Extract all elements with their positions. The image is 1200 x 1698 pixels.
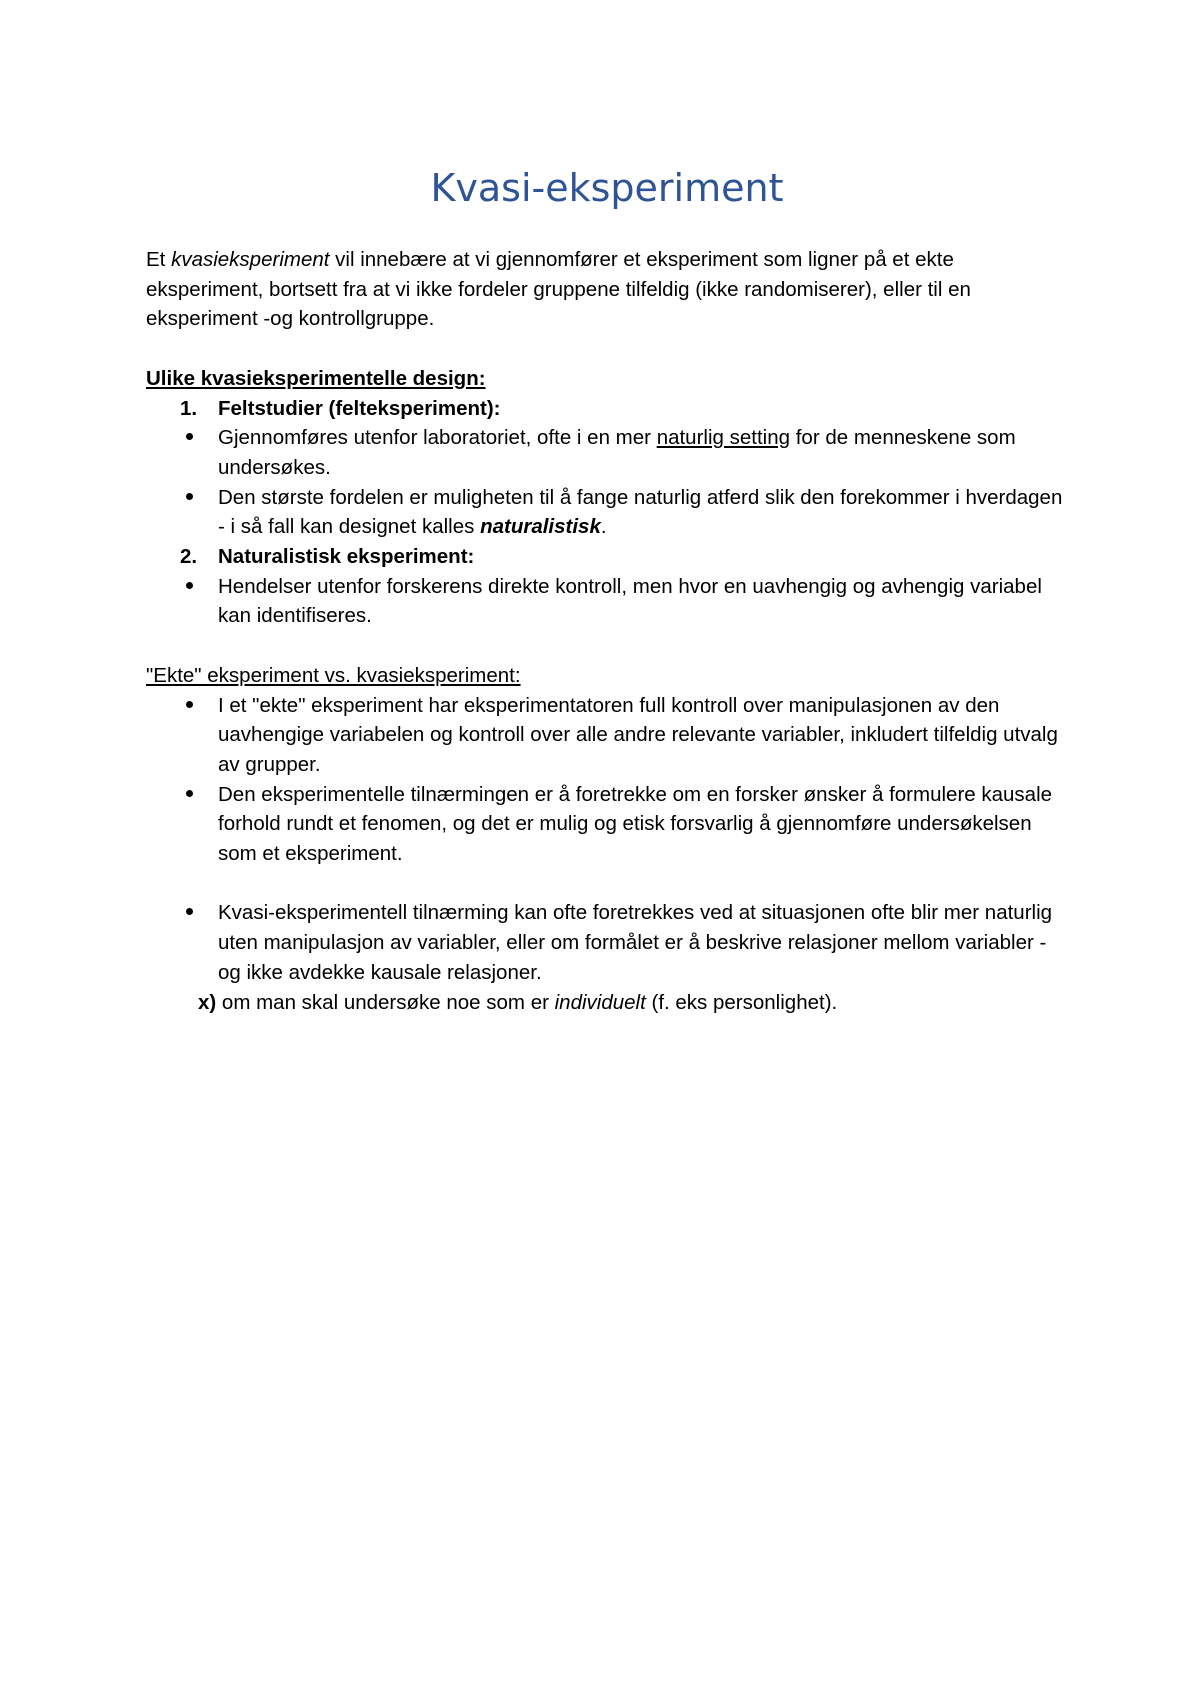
bullet-item [146, 572, 1066, 631]
list-item-1 [146, 394, 1066, 424]
bullet-item [146, 691, 1066, 780]
bullet-item [146, 780, 1066, 869]
bullet-text-start: Den største fordelen er muligheten til å fange naturlig atferd slik den forekommer i hverdagen - i så fall kan designet kalles [218, 485, 1063, 539]
bullet-text-rest: . [600, 515, 607, 539]
list-item-2 [146, 542, 1066, 572]
blank-line [146, 334, 1066, 364]
x-item-text-rest: (f. eks personlighet). [645, 990, 838, 1014]
x-marker: x) [198, 990, 217, 1014]
bullet-text-rest: for de menneskene som undersøkes. [218, 426, 1016, 479]
blank-line [146, 631, 1066, 661]
x-item-text-start: om man skal undersøke noe som er [216, 990, 555, 1014]
list-number-1: 1. [180, 396, 198, 420]
bullet-icon [186, 908, 193, 915]
intro-paragraph [146, 245, 1066, 334]
list-item-1-label: Feltstudier (felteksperiment): [218, 396, 501, 420]
list-item-2-label: Naturalistisk eksperiment: [218, 545, 475, 569]
bullet-item [146, 483, 1066, 542]
bullet-item [146, 898, 1066, 987]
intro-text-start: Et [146, 248, 172, 271]
bullet-item [146, 423, 1066, 482]
bullet-text: Den eksperimentelle tilnærmingen er å foretrekke om en forsker ønsker å formulere kausale forhold rundt et fenomen, og det er mulig og etisk forsvarlig å gjennomføre undersøkelsen som et eksperiment. [218, 782, 1053, 866]
bullet-icon [186, 582, 193, 589]
bullet-text-start: Gjennomføres utenfor laboratoriet, ofte i en mer [218, 426, 657, 450]
intro-text-rest: vil innebære at vi gjennomfører et eksperiment som ligner på et ekte eksperiment, bortsett fra at vi ikke fordeler gruppene tilfeldig (ikke randomiserer), eller til en eksperiment -og kontrollgruppe. [146, 248, 971, 331]
blank-line [146, 869, 1066, 899]
x-item [146, 988, 1066, 1018]
bullet-underlined-term: naturlig setting [656, 426, 791, 450]
section2-heading: "Ekte" eksperiment vs. kvasieksperiment: [146, 663, 521, 687]
bullet-icon [186, 790, 193, 797]
list-number-2: 2. [180, 545, 198, 569]
bullet-text: I et "ekte" eksperiment har eksperimentatoren full kontroll over manipulasjonen av den uavhengige variabelen og kontroll over alle andre relevante variabler, inkludert tilfeldig utvalg av grupper. [218, 693, 1058, 776]
document-body [146, 245, 1066, 1017]
x-item-italic-term: individuelt [554, 990, 646, 1014]
bullet-icon [186, 433, 193, 440]
bullet-text: Kvasi-eksperimentell tilnærming kan ofte foretrekkes ved at situasjonen ofte blir mer naturlig uten manipulasjon av variabler, eller om formålet er å beskrive relasjoner mellom variabler - og ikke avdekke kausale relasjoner. [218, 901, 1053, 984]
section1-heading: Ulike kvasieksperimentelle design: [146, 366, 486, 390]
bullet-text: Hendelser utenfor forskerens direkte kontroll, men hvor en uavhengig og avhengig variabel kan identifiseres. [218, 574, 1042, 628]
bullet-icon [186, 701, 193, 708]
bullet-icon [186, 493, 193, 500]
bullet-bold-italic-term: naturalistisk [480, 515, 601, 539]
document-title: Kvasi-eksperiment [430, 166, 784, 210]
intro-italic-term: kvasieksperiment [171, 248, 330, 271]
